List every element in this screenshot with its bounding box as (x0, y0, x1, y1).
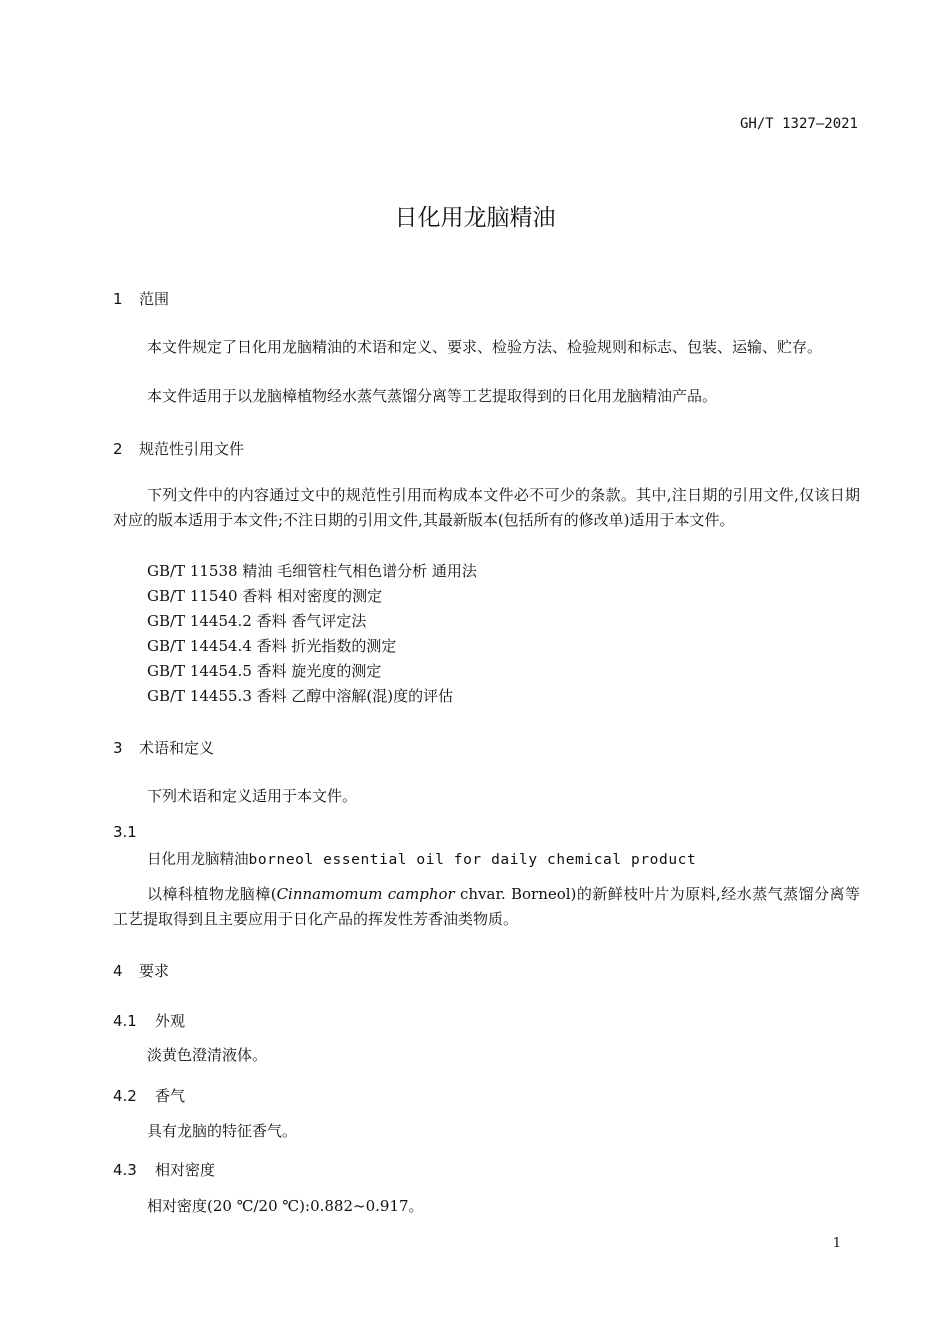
section-number: 2 (113, 440, 123, 458)
reference-item: GB/T 11538 精油 毛细管柱气相色谱分析 通用法 (147, 562, 477, 580)
aroma-text: 具有龙脑的特征香气。 (147, 1122, 298, 1140)
section-title: 规范性引用文件 (139, 440, 245, 458)
relative-density-text: 相对密度(20 ℃/20 ℃):0.882~0.917。 (147, 1197, 424, 1215)
subsection-title: 外观 (155, 1012, 186, 1030)
page-number: 1 (832, 1236, 841, 1251)
section-title: 要求 (139, 962, 170, 980)
reference-item: GB/T 11540 香料 相对密度的测定 (147, 587, 383, 605)
subsection-number: 4.1 (113, 1012, 137, 1030)
subsection-number: 4.2 (113, 1087, 137, 1105)
scope-paragraph-2: 本文件适用于以龙脑樟植物经水蒸气蒸馏分离等工艺提取得到的日化用龙脑精油产品。 (147, 387, 718, 405)
subsection-number: 4.3 (113, 1161, 137, 1179)
subsection-4-3-heading (113, 1159, 215, 1180)
subsection-4-2-heading (113, 1085, 185, 1106)
reference-item: GB/T 14454.2 香料 香气评定法 (147, 612, 367, 630)
reference-item: GB/T 14455.3 香料 乙醇中溶解(混)度的评估 (147, 687, 454, 705)
standard-code: GH/T 1327—2021 (739, 116, 858, 132)
section-2-heading (113, 438, 244, 459)
document-title: 日化用龙脑精油 (394, 205, 556, 231)
scope-paragraph-1: 本文件规定了日化用龙脑精油的术语和定义、要求、检验方法、检验规则和标志、包装、运输、贮存。 (147, 338, 823, 356)
section-3-heading (113, 737, 214, 758)
subsection-4-1-heading (113, 1010, 185, 1031)
reference-item: GB/T 14454.5 香料 旋光度的测定 (147, 662, 382, 680)
subsection-title: 相对密度 (155, 1161, 216, 1179)
term-entry (147, 848, 696, 869)
subsection-title: 香气 (155, 1087, 186, 1105)
definition-latin-name: Cinnamomum camphor (276, 885, 455, 903)
section-title: 范围 (139, 290, 170, 308)
section-number: 3 (113, 739, 123, 757)
section-number: 4 (113, 962, 123, 980)
term-number: 3.1 (113, 823, 137, 841)
appearance-text: 淡黄色澄清液体。 (147, 1046, 268, 1064)
terms-intro: 下列术语和定义适用于本文件。 (147, 787, 358, 805)
section-number: 1 (113, 290, 123, 308)
references-intro: 下列文件中的内容通过文中的规范性引用而构成本文件必不可少的条款。其中,注日期的引用文件,仅该日期对应的版本适用于本文件;不注日期的引用文件,其最新版本(包括所有的修改单)适用于本文件。 (113, 486, 860, 529)
section-title: 术语和定义 (139, 739, 215, 757)
section-4-heading (113, 960, 169, 981)
term-zh: 日化用龙脑精油 (147, 852, 249, 868)
reference-item: GB/T 14454.4 香料 折光指数的测定 (147, 637, 397, 655)
definition-part-1: 以樟科植物龙脑樟( (147, 885, 277, 903)
term-definition (113, 882, 860, 932)
section-1-heading (113, 288, 169, 309)
definition-part-2: chvar. Borneol)的新鲜枝叶片为原料,经水蒸气蒸馏分离等工艺提取得到且主要应用于日化产品的挥发性芳香油类物质。 (113, 885, 860, 928)
term-en: borneol essential oil for daily chemical product (248, 852, 697, 868)
